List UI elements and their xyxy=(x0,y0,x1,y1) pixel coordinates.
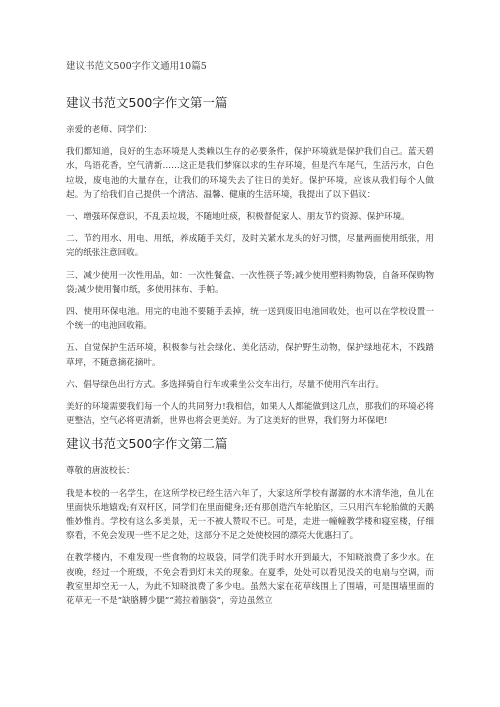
paragraph: 三、减少使用一次性用品，如：一次性餐盒、一次性筷子等;减少使用塑料购物袋，自备环保购物袋;减少使用餐巾纸，多使用抹布、手帕。 xyxy=(66,270,434,295)
paragraph: 我是本校的一名学生，在这所学校已经生活六年了，大家这所学校有潺潺的水木清华池，鱼儿在里面快乐地嬉戏;有双杆区，同学们在里面健身;还有那创造汽车轮胎区，三只用汽车轮胎做的天鹅惟妙惟肖。学校有这么多美景，无一不被人赞叹不已。可是，走进一幢幢教学楼和寝室楼，仔细察看，不免会发现一些不足之处，这部分不足之处使校园的漂亮大优惠扫了。 xyxy=(66,488,434,542)
paragraph: 在教学楼内，不难发现一些食物的垃圾袋，同学们洗手时水开到最大，不知晓浪费了多少水。在夜晚，经过一个班级，不免会看到灯未关的现象。在夏季，处处可以看见没关的电扇与空调，而教室里却空无一人，为此不知晓浪费了多少电。虽然大家在花草线围上了围墙，可是围墙里面的花草无一不是“缺胳膊少腿”“蔫拉着脑袋”，旁边虽然立 xyxy=(66,553,434,607)
section-1 xyxy=(66,95,434,428)
salutation: 尊敬的唐波校长： xyxy=(66,466,135,477)
document-title: 建议书范文500字作文通用10篇5 xyxy=(66,61,207,72)
paragraph: 我们都知道，良好的生态环境是人类赖以生存的必要条件，保护环境就是保护我们自己。蓝天碧水，鸟语花香，空气清新……这正是我们梦寐以求的生存环境，但是汽车尾气，生活污水，白色垃圾，废电池的大量存在，让我们的环境失去了往日的美好。保护环境，应该从我们每个人做起。为了给我们自己提供一个清洁、温馨、健康的生活环境，我提出了以下倡议： xyxy=(66,147,434,200)
section-heading: 建议书范文500字作文第一篇 xyxy=(66,95,228,110)
paragraph: 六、倡导绿色出行方式。多选择骑自行车或乘坐公交车出行，尽量不使用汽车出行。 xyxy=(66,379,384,390)
paragraph: 二、节约用水、用电、用纸，养成随手关灯，及时关紧水龙头的好习惯，尽量两面使用纸张，用完的纸张注意回收。 xyxy=(66,234,434,259)
paragraph: 一、增强环保意识，不乱丢垃圾，不随地吐痰，积极督促家人、朋友节约资源、保护环境。 xyxy=(66,212,410,223)
section-heading: 建议书范文500字作文第二篇 xyxy=(66,436,228,452)
salutation: 亲爱的老师、同学们： xyxy=(66,125,152,135)
paragraph: 美好的环境需要我们每一个人的共同努力!我相信，如果人人都能做到这几点，那我们的环境必将更整洁，空气必将更清新，世界也将会更美好。为了这美好的世界，我们努力坏保吧! xyxy=(66,402,434,427)
paragraph: 四、使用环保电池。用完的电池不要随手丢掉，统一送到废旧电池回收处，也可以在学校设置一个统一的电池回收箱。 xyxy=(66,307,434,332)
section-2 xyxy=(66,436,434,608)
paragraph: 五、自觉保护生活环境，积极参与社会绿化、美化活动，保护野生动物，保护绿地花木，不践踏草坪，不随意摘花摘叶。 xyxy=(66,343,434,368)
